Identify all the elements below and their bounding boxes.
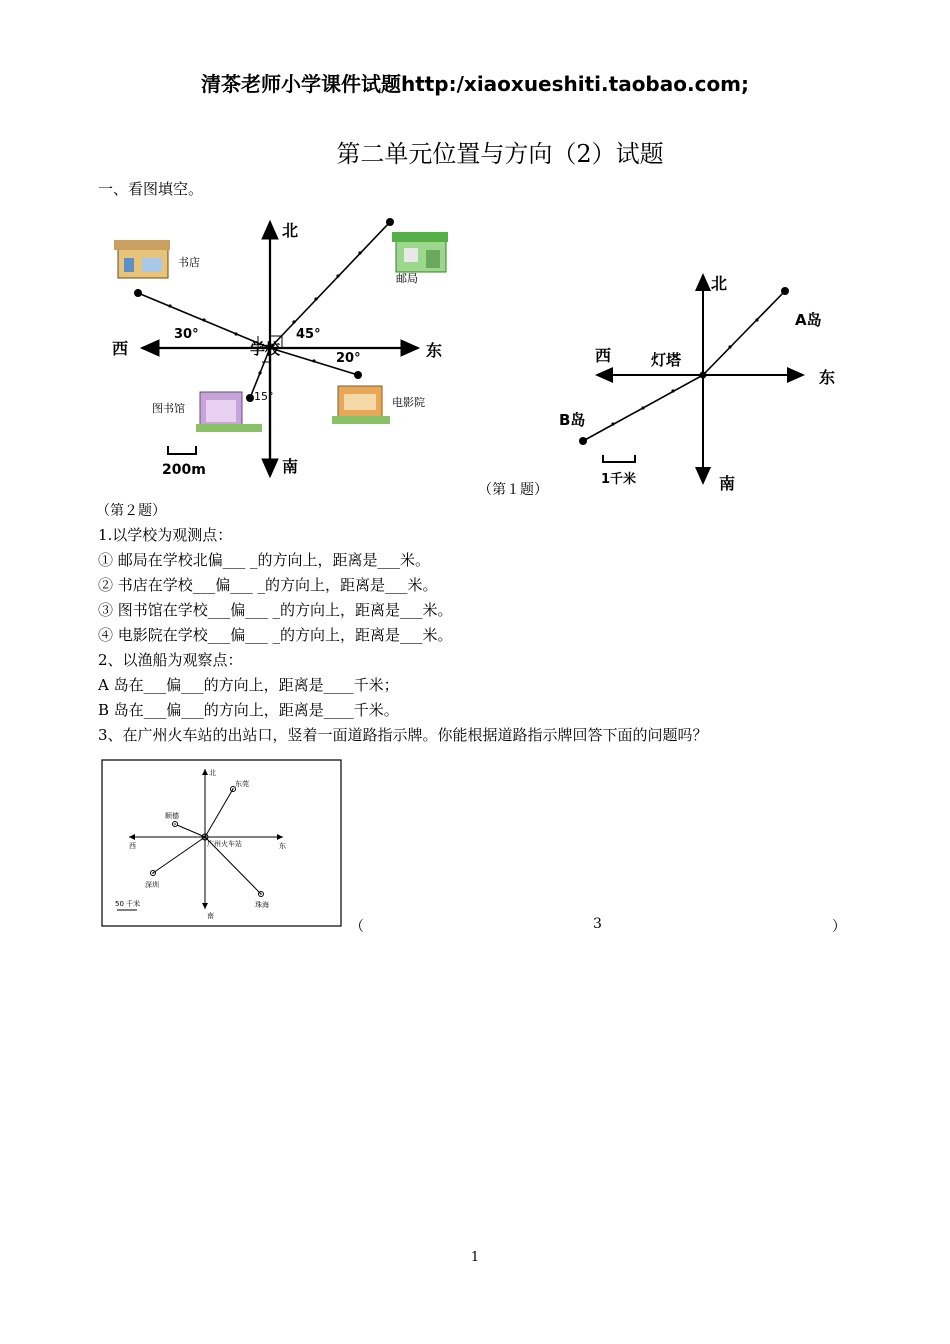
west-label: 西	[129, 842, 136, 850]
angle-45-label: 45°	[296, 327, 321, 342]
bookstore-building	[114, 240, 170, 278]
lighthouse-label: 灯塔	[651, 351, 682, 369]
angle-15-label: 15°	[254, 390, 274, 403]
bookstore-label: 书店	[178, 256, 200, 269]
cinema-label: 电影院	[392, 396, 425, 409]
figure-2-caption: （第２题）	[96, 503, 166, 519]
page-number: 1	[470, 1250, 480, 1265]
west-label: 西	[112, 339, 129, 358]
question-1-item-2: ② 书店在学校___偏___ _的方向上，距离是___米。	[98, 576, 438, 594]
south-label: 南	[207, 912, 214, 920]
question-1-heading: 1.以学校为观测点：	[98, 526, 233, 544]
north-label: 北	[711, 274, 728, 293]
south-label: 南	[719, 474, 736, 493]
angle-30-label: 30°	[174, 327, 199, 342]
question-2-item-a: A 岛在___偏___的方向上，距离是____千米；	[98, 676, 399, 694]
island-a-label: A岛	[795, 311, 822, 329]
figure-3-caption-open: （	[350, 919, 364, 935]
south-label: 南	[282, 457, 299, 476]
post-office-label: 邮局	[396, 272, 418, 285]
scale-label: 200m	[162, 462, 206, 478]
angle-20-label: 20°	[336, 351, 361, 366]
west-label: 西	[595, 346, 612, 365]
question-1-item-1: ① 邮局在学校北偏___ _的方向上，距离是___米。	[98, 551, 431, 569]
zhuhai-label: 珠海	[255, 901, 269, 909]
north-label: 北	[209, 769, 216, 777]
school-direction-map	[100, 208, 480, 488]
section-heading: 一、看图填空。	[98, 180, 204, 198]
question-2-heading: 2、以渔船为观察点：	[98, 651, 243, 669]
scale-label: 1千米	[601, 472, 637, 487]
page-title: 第二单元位置与方向（2）试题	[336, 140, 664, 168]
figure-1-caption: （第１题）	[478, 482, 548, 498]
east-label: 东	[819, 368, 836, 387]
figure-3-caption-number: 3	[593, 916, 602, 932]
post-office-building	[392, 232, 448, 272]
dongguan-label: 东莞	[235, 780, 249, 788]
library-label: 图书馆	[152, 402, 185, 415]
shenzhen-label: 深圳	[145, 881, 159, 889]
question-1-item-4: ④ 电影院在学校___偏___ _的方向上，距离是___米。	[98, 626, 453, 644]
question-1-item-3: ③ 图书馆在学校___偏___ _的方向上，距离是___米。	[98, 601, 453, 619]
figure-3-caption-close: ）	[832, 919, 846, 935]
school-label: 学校	[250, 340, 281, 358]
page-header: 清茶老师小学课件试题http:/xiaoxueshiti.taobao.com;	[200, 72, 750, 96]
station-label: 广州火车站	[207, 840, 242, 848]
road-sign-map	[101, 759, 343, 929]
shunde-label: 顺德	[165, 812, 179, 820]
question-3-heading: 3、在广州火车站的出站口，竖着一面道路指示牌。你能根据道路指示牌回答下面的问题吗？	[98, 726, 708, 744]
north-label: 北	[282, 221, 299, 240]
question-2-item-b: B 岛在___偏___的方向上，距离是____千米。	[98, 701, 399, 719]
scale-label: 50 千米	[115, 900, 141, 908]
cinema-building	[332, 386, 390, 424]
lighthouse-direction-map	[555, 265, 855, 495]
island-b-label: B岛	[559, 411, 586, 429]
east-label: 东	[426, 341, 443, 360]
east-label: 东	[279, 842, 286, 850]
